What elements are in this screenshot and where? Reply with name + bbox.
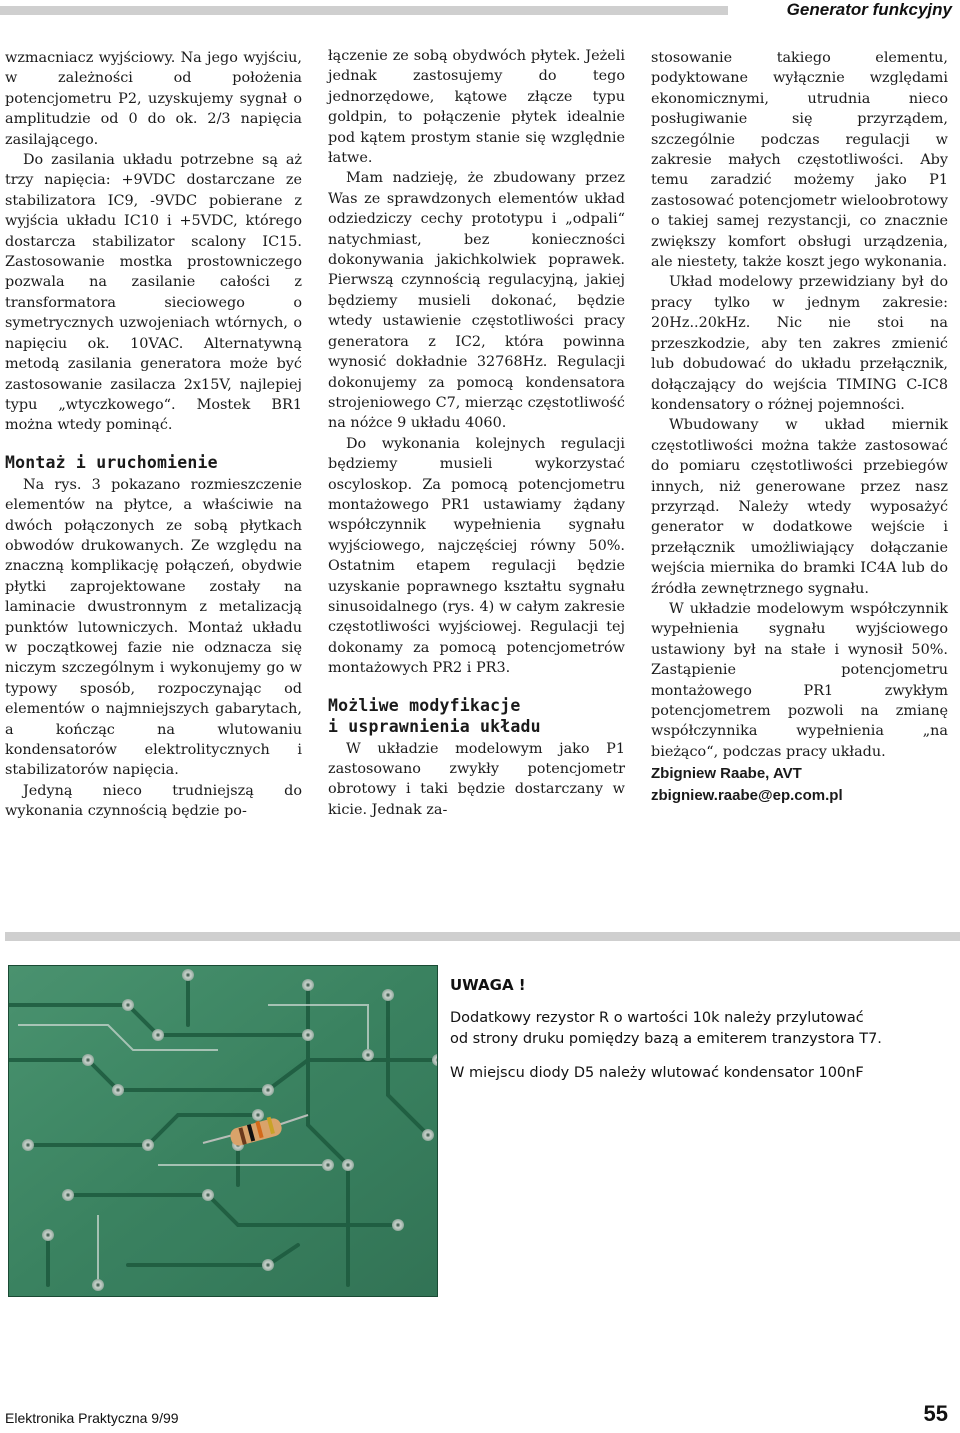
paragraph: Jedyną nieco trudniejszą do wykonania czynnością będzie po-	[5, 782, 302, 820]
magazine-footer: Elektronika Praktyczna 9/99	[5, 1410, 179, 1426]
page-number: 55	[923, 1401, 948, 1426]
paragraph: W układzie modelowym współczynnik wypełnienia sygnału wyjściowego ustawiony był na stałe i wynosił 50%. Zastąpienie potencjometru montażowego PR1 zwykłym potencjometrem pozwoli na zmianę współczynnika wypełnienia „na bieżąco“, podczas pracy układu.	[651, 600, 948, 760]
heading-line: i usprawnienia układu	[328, 716, 541, 736]
text-column-2	[328, 46, 625, 820]
section-divider	[5, 932, 960, 941]
paragraph: wzmacniacz wyjściowy. Na jego wyjściu, w zależności od położenia potencjometru P2, uzyskujemy sygnał o amplitudzie od 0 do ok. 2/3 napięcia zasilającego.	[5, 50, 302, 148]
text-column-3	[651, 48, 948, 806]
paragraph: Do zasilania układu potrzebne są aż trzy napięcia: +9VDC dostarczane ze stabilizatora IC9, -9VDC pobierane z wyjścia układu IC10 i +5VDC, którego dostarcza stabilizator scalony IC15. Zastosowanie mostka prostowniczego pozwala na zasilanie całości z transformatora sieciowego o symetrycznych uzwojeniach wtórnych, o napięciu ok. 10VAC. Alternatywną metodą zasilania generatora może być zastosowanie zasilacza 2x15V, najlepiej typu „wtyczkowego“. Mostek BR1 można wtedy pominąć.	[5, 152, 302, 434]
paragraph: Wbudowany w układ miernik częstotliwości można także zastosować do pomiaru częstotliwości przebiegów innych, niż generowane przez nasz przyrząd. Należy wtedy wyposażyć generator w dodatkowe wejście i przełącznik umożliwiający dołączanie wejścia miernika do bramki IC4A lub do źródła zewnętrznego sygnału.	[651, 417, 948, 597]
note-heading: UWAGA !	[450, 976, 526, 994]
paragraph: stosowanie takiego elementu, podyktowane wyłącznie względami ekonomicznymi, utrudnia nieco posługiwanie się przyrządem, szczególnie podczas regulacji w zakresie małych częstotliwości. Aby temu zaradzić możemy jako P1 zastosować potencjometr wieloobrotowy o takiej samej rezystancji, co znacznie zwiększy komfort obsługi urządzenia, ale niestety, także koszt jego wykonania.	[651, 50, 948, 271]
paragraph: Do wykonania kolejnych regulacji będziemy musieli wykorzystać oscyloskop. Za pomocą potencjometru montażowego PR1 ustawiamy żądany współczynnik wypełnienia sygnału wyjściowego, najczęściej równy 50%. Ostatnim etapem regulacji będzie uzyskanie poprawnego kształtu sygnału sinusoidalnego (rys. 4) w całym zakresie częstotliwości wyjściowej. Regulacji tej dokonamy za pomocą potencjometrów montażowych PR2 i PR3.	[328, 435, 625, 677]
note-line: od strony druku pomiędzy bazą a emiterem tranzystora T7.	[450, 1031, 882, 1047]
note-line: W miejscu diody D5 należy wlutować kondensator 100nF	[450, 1065, 864, 1081]
paragraph: Układ modelowy przewidziany był do pracy tylko w jednym zakresie: 20Hz..20kHz. Nic nie stoi na przeszkodzie, aby ten zakres zmienić lub dobudować do układu przełącznik, dołączający do wejścia TIMING C-IC8 kondensatory o różnej pojemności.	[651, 274, 948, 413]
section-heading-assembly: Montaż i uruchomienie	[5, 452, 218, 472]
heading-line: Możliwe modyfikacje	[328, 695, 521, 715]
paragraph: łączenie ze sobą obydwóch płytek. Jeżeli jednak zastosujemy do tego jednorzędowe, kątowe złącze typu goldpin, to połączenie płytek idealnie pod kątem prostym stanie się względnie łatwe.	[328, 48, 625, 167]
section-title: Generator funkcyjny	[786, 0, 952, 19]
header-bar	[0, 6, 728, 15]
pcb-photo	[8, 965, 438, 1297]
paragraph: Mam nadzieję, że zbudowany przez Was ze sprawdzonych elementów układ odziedziczy cechy prototypu i „odpali“ natychmiast, bez konieczności dokonywania jakichkolwiek poprawek. Pierwszą czynnością regulacyjną, jakiej będziemy musieli dokonać, będzie wtedy ustawienie częstotliwości pracy generatora z IC2, która powinna wynosić dokładnie 32768Hz. Regulacji dokonujemy za pomocą kondensatora strojeniowego C7, mierząc częstotliwość na nóżce 9 układu 4060.	[328, 170, 625, 432]
note-line: Dodatkowy rezystor R o wartości 10k należy przylutować	[450, 1010, 864, 1026]
section-heading-modifications	[328, 695, 625, 737]
author-email: zbigniew.raabe@ep.com.pl	[651, 787, 843, 805]
paragraph: Na rys. 3 pokazano rozmieszczenie elementów na płytce, a właściwie na dwóch połączonych ze sobą płytkach obwodów drukowanych. Ze względu na znaczną komplikację połączeń, obydwie płytki zaprojektowane zostały na laminacie dwustronnym z metalizacją punktów lutowniczych. Montaż układu w początkowej fazie nie odznacza się niczym szczególnym i wykonujemy go w typowy sposób, rozpoczynając od elementów o najmniejszych gabarytach, a kończąc na wlutowaniu kondensatorów elektrolitycznych i stabilizatorów napięcia.	[5, 476, 302, 779]
paragraph: W układzie modelowym jako P1 zastosowano zwykły potencjometr obrotowy i taki będzie dostarczany w kicie. Jednak za-	[328, 740, 625, 818]
author-name: Zbigniew Raabe, AVT	[651, 765, 802, 783]
warning-note	[450, 975, 955, 1084]
text-column-1	[5, 48, 302, 822]
